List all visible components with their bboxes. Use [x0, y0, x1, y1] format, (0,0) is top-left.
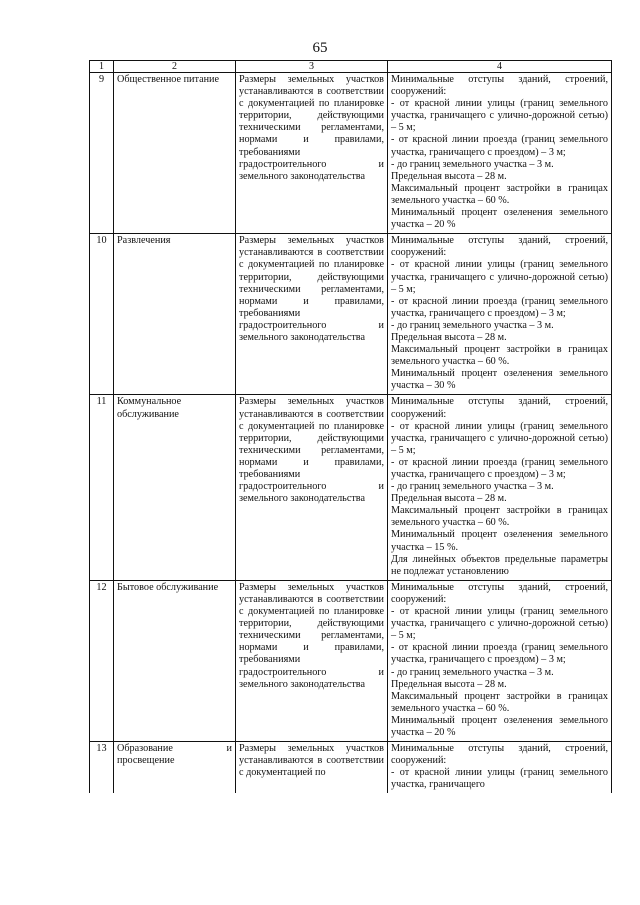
limit-parameters-text: Минимальные отступы зданий, строений, сооружений: - от красной линии улицы (границ земельного участка, граничащего с улично-дорожной сетью) – 5 м; - от красной линии проезда (границ земельного участка, граничащего с проездом) – 3 м; - до границ земельного участка – 3 м. Предельная высота – 28 м. Максимальный процент застройки в границах земельного участка – 60 %. Минимальный процент озеленения земельного участка – 15 %. Для линейных объектов предельные параметры не подлежат установлению — [388, 395, 612, 580]
use-type-name: Образование и просвещение — [114, 742, 236, 794]
table-row — [90, 395, 612, 580]
use-type-name: Общественное питание — [114, 73, 236, 234]
plot-size-text: Размеры земельных участков устанавливаются в соответствии с документацией по планировке территории, действующими техническими регламентами, нормами и правилами, требованиями градостроительного и земельного законодательства — [236, 234, 388, 395]
table-row — [90, 742, 612, 794]
table-row — [90, 580, 612, 741]
column-header-2: 2 — [114, 61, 236, 73]
row-number: 11 — [90, 395, 114, 580]
row-number: 13 — [90, 742, 114, 794]
table-header-row — [90, 61, 612, 73]
page-number: 65 — [312, 40, 328, 56]
plot-size-text: Размеры земельных участков устанавливаются в соответствии с документацией по планировке территории, действующими техническими регламентами, нормами и правилами, требованиями градостроительного и земельного законодательства — [236, 73, 388, 234]
row-number: 9 — [90, 73, 114, 234]
row-number: 12 — [90, 580, 114, 741]
regulations-table — [89, 60, 612, 793]
limit-parameters-text: Минимальные отступы зданий, строений, сооружений: - от красной линии улицы (границ земельного участка, граничащего с улично-дорожной сетью) – 5 м; - от красной линии проезда (границ земельного участка, граничащего с проездом) – 3 м; - до границ земельного участка – 3 м. Предельная высота – 28 м. Максимальный процент застройки в границах земельного участка – 60 %. Минимальный процент озеленения земельного участка – 20 % — [388, 73, 612, 234]
use-type-name: Бытовое обслуживание — [114, 580, 236, 741]
column-header-1: 1 — [90, 61, 114, 73]
plot-size-text: Размеры земельных участков устанавливаются в соответствии с документацией по планировке территории, действующими техническими регламентами, нормами и правилами, требованиями градостроительного и земельного законодательства — [236, 580, 388, 741]
table-row — [90, 73, 612, 234]
limit-parameters-text: Минимальные отступы зданий, строений, сооружений: - от красной линии улицы (границ земельного участка, граничащего с улично-дорожной сетью) – 5 м; - от красной линии проезда (границ земельного участка, граничащего с проездом) – 3 м; - до границ земельного участка – 3 м. Предельная высота – 28 м. Максимальный процент застройки в границах земельного участка – 60 %. Минимальный процент озеленения земельного участка – 20 % — [388, 580, 612, 741]
plot-size-text: Размеры земельных участков устанавливаются в соответствии с документацией по — [236, 742, 388, 794]
table-body — [90, 73, 612, 794]
limit-parameters-text: Минимальные отступы зданий, строений, сооружений: - от красной линии улицы (границ земельного участка, граничащего с улично-дорожной сетью) – 5 м; - от красной линии проезда (границ земельного участка, граничащего с проездом) – 3 м; - до границ земельного участка – 3 м. Предельная высота – 28 м. Максимальный процент застройки в границах земельного участка – 60 %. Минимальный процент озеленения земельного участка – 30 % — [388, 234, 612, 395]
row-number: 10 — [90, 234, 114, 395]
column-header-4: 4 — [388, 61, 612, 73]
table-row — [90, 234, 612, 395]
table-header — [90, 61, 612, 73]
use-type-name: Развлечения — [114, 234, 236, 395]
column-header-3: 3 — [236, 61, 388, 73]
use-type-name: Коммунальное обслуживание — [114, 395, 236, 580]
plot-size-text: Размеры земельных участков устанавливаются в соответствии с документацией по планировке территории, действующими техническими регламентами, нормами и правилами, требованиями градостроительного и земельного законодательства — [236, 395, 388, 580]
limit-parameters-text: Минимальные отступы зданий, строений, сооружений: - от красной линии улицы (границ земельного участка, граничащего — [388, 742, 612, 794]
